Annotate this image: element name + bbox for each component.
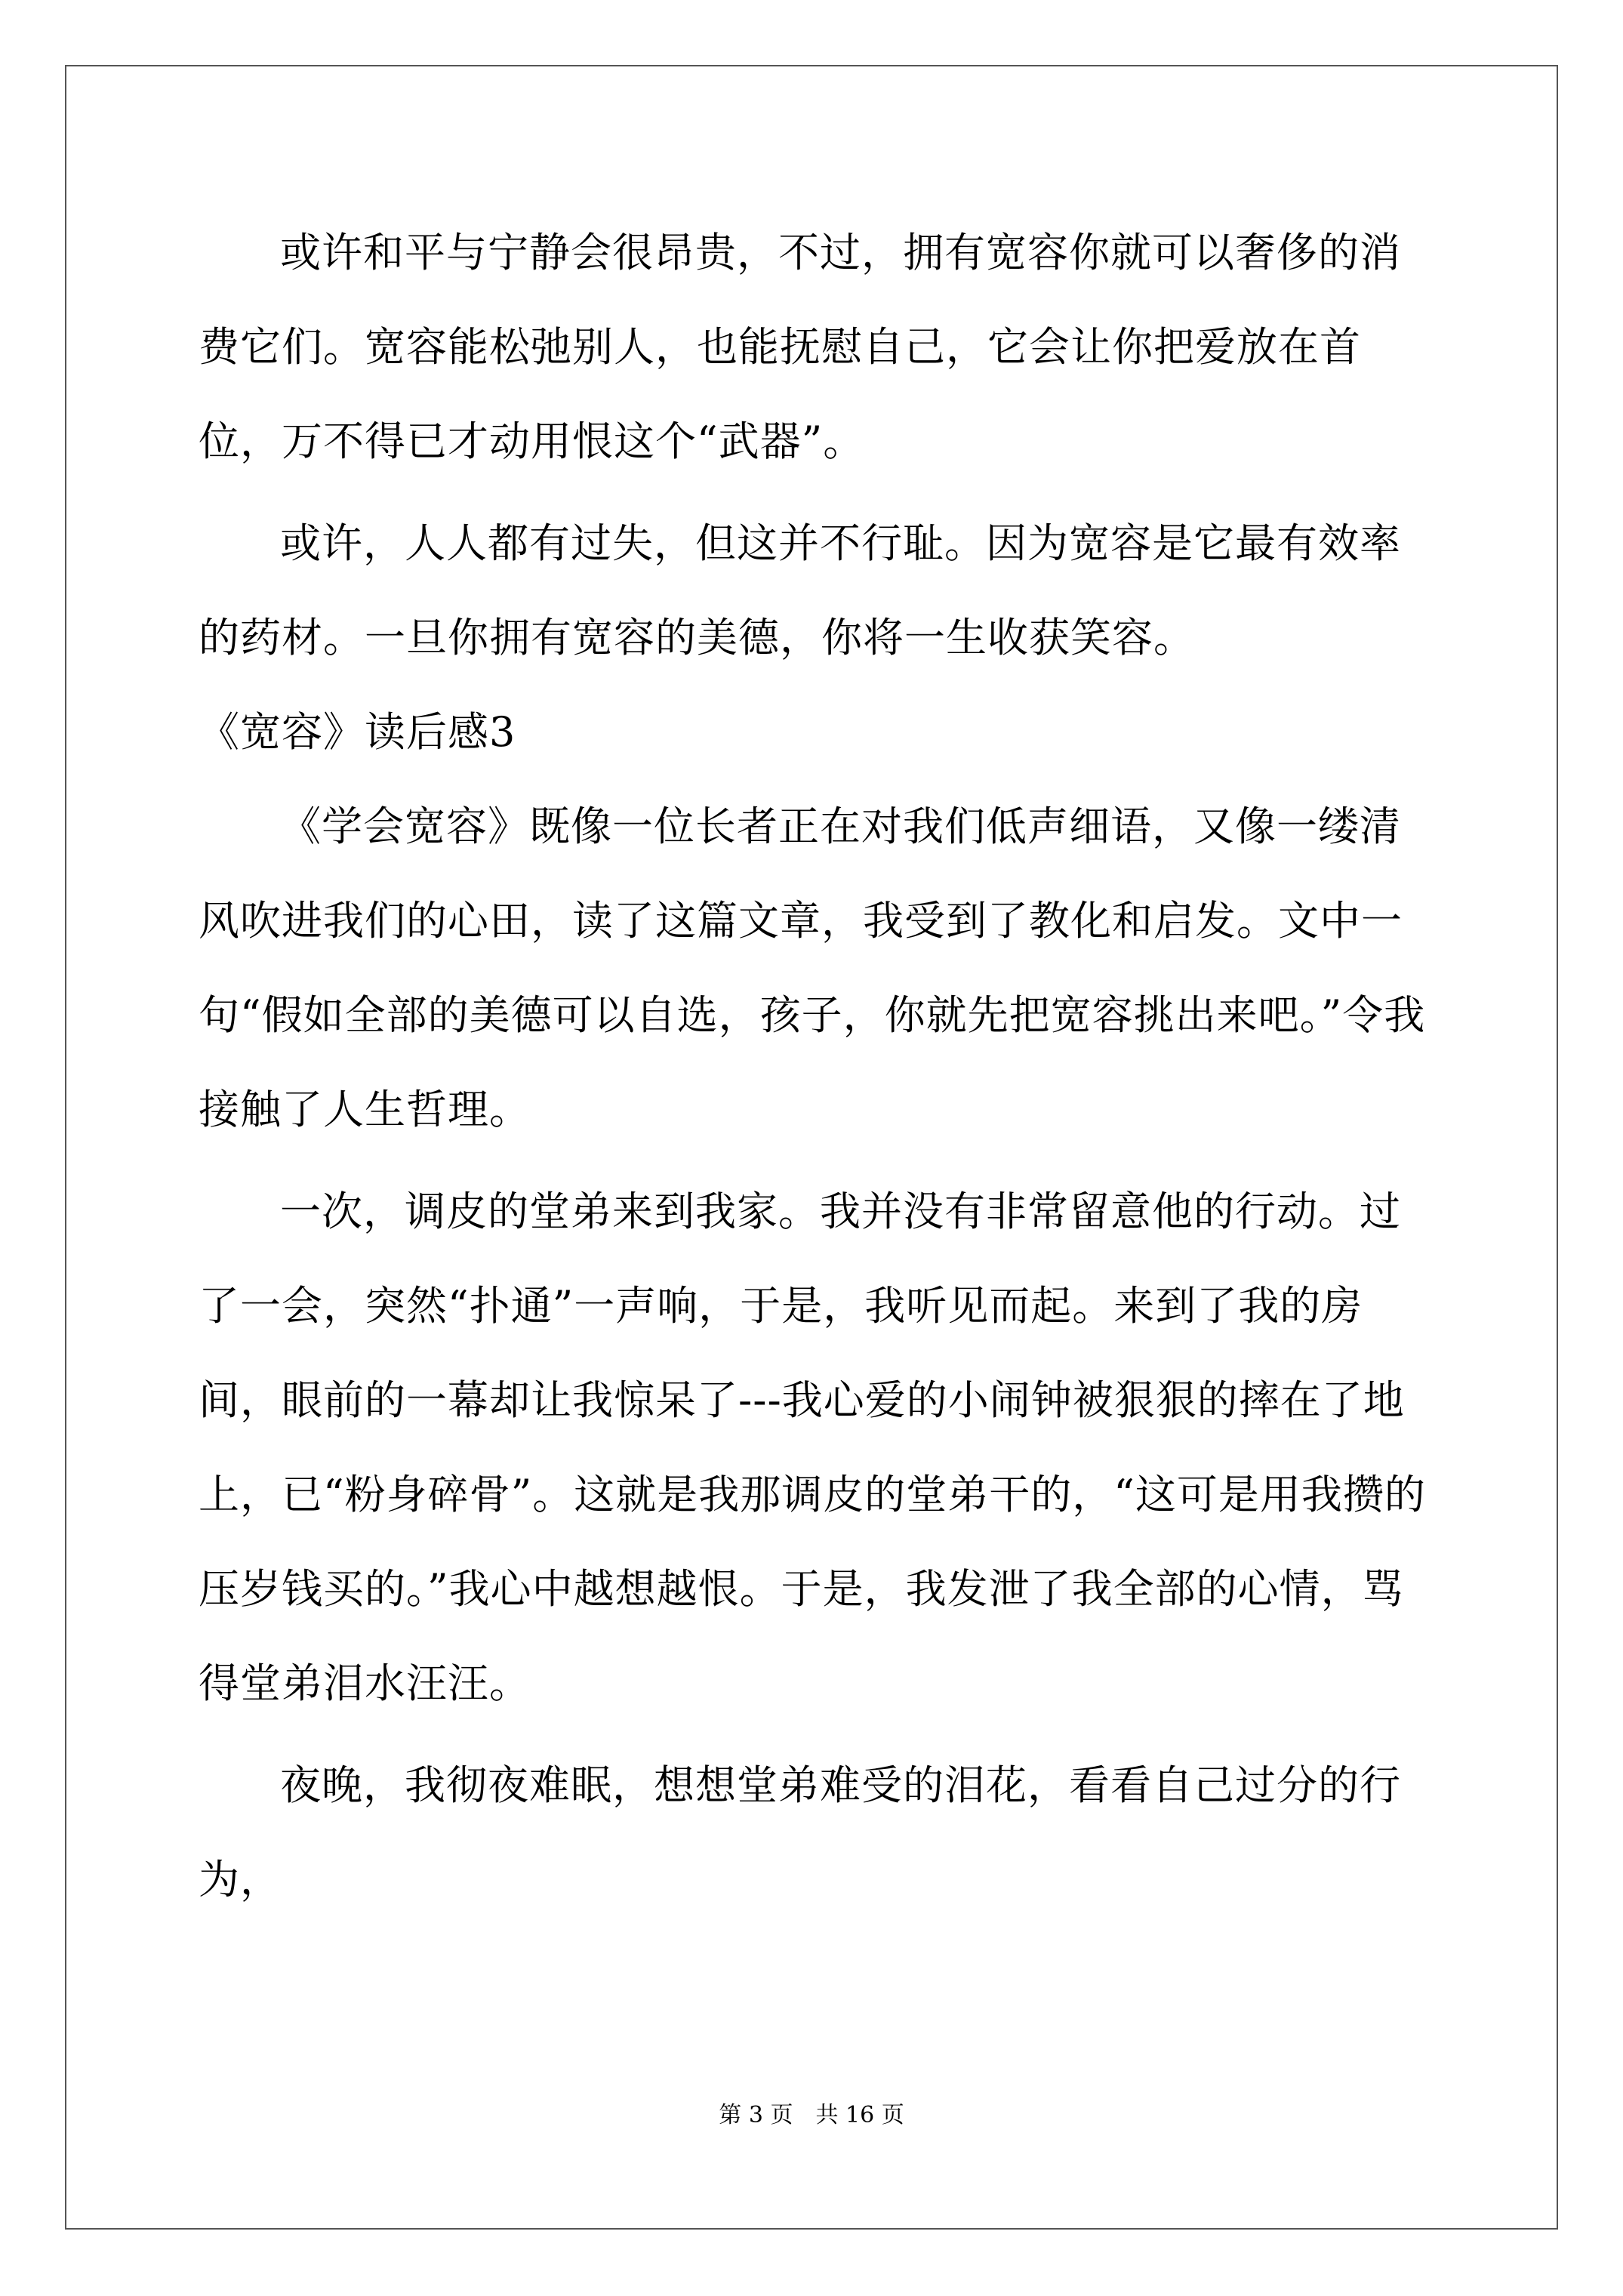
paragraph: 或许，人人都有过失，但这并不行耻。因为宽容是它最有效率的药材。一旦你拥有宽容的美德，你将一生收获笑容。 <box>199 519 1401 661</box>
paragraph: 夜晚，我彻夜难眠，想想堂弟难受的泪花，看看自己过分的行为， <box>199 1761 1401 1903</box>
section-title: 《宽容》读后感3 <box>199 708 516 756</box>
paragraph: 《学会宽容》既像一位长者正在对我们低声细语，又像一缕清风吹进我们的心田，读了这篇文章，我受到了教化和启发。文中一句“假如全部的美德可以自选，孩子，你就先把宽容挑出来吧。”令我接触了人生哲理。 <box>199 803 1426 1133</box>
page-number: 第 3 页 共 16 页 <box>719 2102 904 2128</box>
paragraph: 或许和平与宁静会很昂贵，不过，拥有宽容你就可以奢侈的消费它们。宽容能松弛别人，也能抚慰自己，它会让你把爱放在首位，万不得已才动用恨这个“武器”。 <box>199 229 1401 465</box>
document-body <box>199 205 1437 1927</box>
paragraph: 一次，调皮的堂弟来到我家。我并没有非常留意他的行动。过了一会，突然“扑通”一声响，于是，我听见而起。来到了我的房间，眼前的一幕却让我惊呆了---我心爱的小闹钟被狠狠的摔在了地上，已“粉身碎骨”。这就是我那调皮的堂弟干的，“这可是用我攒的压岁钱买的。”我心中越想越恨。于是，我发泄了我全部的心情，骂得堂弟泪水汪汪。 <box>199 1188 1426 1707</box>
